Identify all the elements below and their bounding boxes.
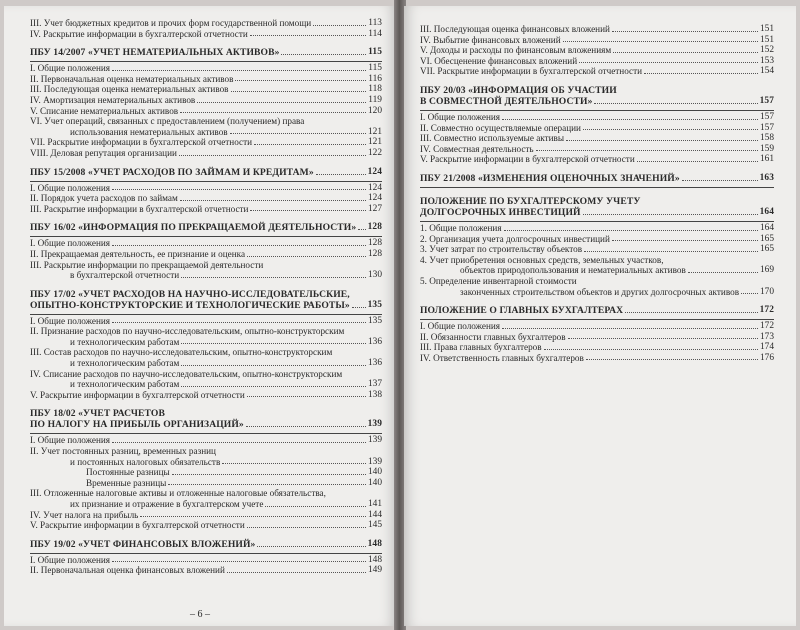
leader-dots [502, 119, 758, 120]
toc-entry-page: 127 [367, 203, 382, 214]
section-divider [30, 553, 382, 554]
leader-dots [112, 70, 366, 71]
toc-entry [30, 74, 382, 85]
toc-entry-page: 121 [367, 126, 382, 137]
section-heading [30, 300, 382, 311]
toc-entry-text: II. Совместно осуществляемые операции [420, 122, 581, 133]
toc-entry-text: I. Общие положения [30, 238, 111, 249]
toc-entry-page: 137 [367, 379, 382, 390]
toc-section [420, 196, 774, 297]
section-heading [30, 222, 382, 233]
toc-entry [30, 18, 382, 29]
toc-entry [420, 144, 774, 155]
leader-dots [579, 62, 758, 63]
section-page-number: 135 [367, 299, 382, 310]
leader-dots [741, 293, 758, 294]
leader-dots [112, 322, 366, 323]
leader-dots [625, 312, 758, 313]
toc-entry-text: IV. Совместная деятельность [420, 143, 534, 154]
toc-entry-page: 115 [368, 63, 382, 74]
toc-entry [420, 276, 774, 287]
section-heading-text: ПБУ 17/02 «УЧЕТ РАСХОДОВ НА НАУЧНО-ИССЛЕДОВАТЕЛЬСКИЕ, [30, 288, 350, 300]
toc-entry [30, 467, 382, 478]
toc-entry-page: 130 [367, 270, 382, 281]
toc-entry-page: 139 [367, 435, 382, 446]
leader-dots [250, 35, 366, 36]
toc-entry-text: и технологическим работам [70, 379, 180, 390]
toc-entry [420, 112, 774, 123]
leader-dots [583, 214, 758, 215]
leader-dots [172, 474, 366, 475]
leader-dots [313, 25, 366, 26]
leader-dots [197, 102, 366, 103]
toc-entry [30, 358, 382, 369]
toc-entry-text: VI. Обесценение финансовых вложений [420, 55, 578, 66]
toc-entry-text: и постоянных налоговых обязательств [70, 456, 221, 467]
leader-dots [583, 129, 758, 130]
toc-entry-page: 157 [759, 122, 774, 133]
toc-entry [420, 353, 774, 364]
toc-entry-text: V. Раскрытие информации в бухгалтерской отчетности [30, 520, 245, 531]
leader-dots [281, 54, 366, 55]
toc-entry-text: II. Обязанности главных бухгалтеров [420, 331, 566, 342]
section-heading [420, 207, 774, 218]
leader-dots [181, 386, 366, 387]
section-page-number: 124 [367, 166, 382, 177]
section-heading-text: ПБУ 19/02 «УЧЕТ ФИНАНСОВЫХ ВЛОЖЕНИЙ» [30, 538, 256, 550]
toc-entry [30, 183, 382, 194]
leader-dots [246, 426, 366, 427]
toc-entry-page: 169 [759, 265, 774, 276]
toc-entry [30, 116, 382, 127]
leader-dots [682, 180, 758, 181]
toc-entry [30, 555, 382, 566]
toc-entry-text: VII. Раскрытие информации в бухгалтерской отчетности [420, 66, 643, 77]
section-divider [420, 221, 774, 222]
toc-entry-text: 1. Общие положения [420, 222, 502, 233]
toc-entry-text: Постоянные разницы [86, 467, 170, 478]
leader-dots [568, 338, 758, 339]
toc-entry [30, 148, 382, 159]
section-page-number: 157 [759, 95, 774, 106]
toc-section [30, 18, 382, 39]
toc-entry-page: 152 [759, 45, 774, 56]
toc-entry-text: III. Последующая оценка нематериальных активов [30, 84, 229, 95]
leader-dots [612, 31, 758, 32]
section-divider [30, 433, 382, 434]
leader-dots [358, 229, 365, 230]
section-divider [420, 319, 774, 320]
toc-entry [30, 369, 382, 380]
left-toc [30, 18, 382, 576]
toc-entry-page: 140 [367, 467, 382, 478]
section-heading-text: ДОЛГОСРОЧНЫХ ИНВЕСТИЦИЙ [420, 206, 581, 218]
toc-entry [30, 84, 382, 95]
leader-dots [181, 365, 366, 366]
section-page-number: 164 [759, 206, 774, 217]
toc-entry-text: III. Отложенные налоговые активы и отложенные налоговые обязательства, [30, 488, 326, 499]
leader-dots [613, 52, 758, 53]
toc-entry [30, 488, 382, 499]
toc-entry-text: I. Общие положения [30, 315, 111, 326]
toc-entry-page: 136 [367, 336, 382, 347]
section-heading-text: ПБУ 20/03 «ИНФОРМАЦИЯ ОБ УЧАСТИИ [420, 84, 617, 96]
toc-entry [30, 446, 382, 457]
toc-entry-page: 165 [759, 233, 774, 244]
toc-entry-page: 138 [367, 389, 382, 400]
toc-entry-page: 149 [367, 565, 382, 576]
toc-entry-text: II. Учет постоянных разниц, временных разниц [30, 446, 216, 457]
toc-entry-text: I. Общие положения [30, 554, 111, 565]
toc-entry-page: 165 [759, 244, 774, 255]
toc-entry-text: III. Последующая оценка финансовых вложений [420, 24, 610, 34]
toc-entry-text: III. Раскрытие информации в бухгалтерской отчетности [30, 203, 249, 214]
toc-section [30, 167, 382, 215]
toc-entry-page: 128 [367, 238, 382, 249]
section-heading [30, 289, 382, 300]
section-heading [420, 173, 774, 184]
toc-entry-page: 118 [368, 84, 382, 95]
toc-entry-text: II. Первоначальная оценка финансовых вложений [30, 565, 225, 576]
toc-entry-text: 2. Организация учета долгосрочных инвестиций [420, 233, 610, 244]
right-page [404, 6, 796, 626]
toc-entry-text: II. Первоначальная оценка нематериальных активов [30, 73, 234, 84]
leader-dots [584, 251, 758, 252]
toc-entry [30, 260, 382, 271]
section-divider [420, 187, 774, 188]
toc-section [30, 539, 382, 576]
toc-entry-text: IV. Амортизация нематериальных активов [30, 94, 196, 105]
section-heading-text: ОПЫТНО-КОНСТРУКТОРСКИЕ И ТЕХНОЛОГИЧЕСКИЕ РАБОТЫ» [30, 299, 350, 311]
toc-entry-text: I. Общие положения [30, 435, 111, 446]
toc-entry [420, 35, 774, 46]
toc-entry-page: 145 [367, 520, 382, 531]
section-page-number: 163 [759, 172, 774, 183]
toc-entry [30, 63, 382, 74]
toc-entry-text: III. Раскрытие информации по прекращаемой деятельности [30, 259, 264, 270]
leader-dots [180, 112, 366, 113]
toc-entry-text: II. Прекращаемая деятельность, ее признание и оценка [30, 248, 246, 259]
toc-entry-text: I. Общие положения [30, 63, 111, 74]
toc-entry [30, 565, 382, 576]
toc-entry [420, 255, 774, 266]
leader-dots [227, 572, 366, 573]
toc-entry [420, 244, 774, 255]
toc-entry [420, 342, 774, 353]
leader-dots [168, 484, 366, 485]
toc-entry-text: IV. Учет налога на прибыль [30, 509, 139, 520]
toc-entry-page: 173 [759, 331, 774, 342]
toc-entry [420, 66, 774, 77]
toc-entry-text: V. Раскрытие информации в бухгалтерской отчетности [30, 389, 245, 400]
toc-entry-text: VI. Учет операций, связанных с предоставлением (получением) права [30, 116, 305, 127]
leader-dots [566, 140, 758, 141]
leader-dots [112, 245, 366, 246]
toc-entry [420, 133, 774, 144]
toc-entry [420, 287, 774, 298]
section-heading-text: ПБУ 21/2008 «ИЗМЕНЕНИЯ ОЦЕНОЧНЫХ ЗНАЧЕНИЙ» [420, 172, 680, 184]
toc-entry [420, 332, 774, 343]
toc-entry-page: 114 [368, 28, 382, 39]
toc-entry-page: 124 [367, 193, 382, 204]
toc-entry-page: 154 [759, 66, 774, 77]
leader-dots [247, 527, 366, 528]
toc-entry-page: 151 [759, 24, 774, 34]
toc-entry [30, 326, 382, 337]
section-heading [420, 85, 774, 96]
toc-entry-text: Временные разницы [86, 477, 167, 488]
section-heading-text: ПО НАЛОГУ НА ПРИБЫЛЬ ОРГАНИЗАЦИЙ» [30, 419, 244, 431]
leader-dots [231, 91, 367, 92]
toc-entry-page: 122 [367, 147, 382, 158]
toc-entry-page: 159 [759, 143, 774, 154]
section-heading [420, 305, 774, 316]
toc-entry-page: 116 [368, 73, 382, 84]
toc-entry-page: 153 [759, 55, 774, 66]
toc-entry-text: 5. Определение инвентарной стоимости [420, 275, 577, 286]
leader-dots [181, 343, 366, 344]
toc-entry [420, 321, 774, 332]
toc-section [30, 222, 382, 280]
right-toc [420, 24, 774, 363]
toc-entry-page: 141 [367, 499, 382, 509]
section-heading-text: ПБУ 16/02 «ИНФОРМАЦИЯ ПО ПРЕКРАЩАЕМОЙ ДЕЯТЕЛЬНОСТИ» [30, 222, 357, 234]
toc-entry-page: 148 [367, 554, 382, 565]
leader-dots [544, 349, 758, 350]
toc-entry [30, 457, 382, 468]
section-divider [30, 61, 382, 62]
leader-dots [536, 150, 758, 151]
leader-dots [594, 103, 757, 104]
section-heading [30, 419, 382, 430]
toc-entry-text: в бухгалтерской отчетности [70, 270, 180, 281]
section-page-number: 148 [367, 538, 382, 549]
section-heading [420, 96, 774, 107]
toc-section [420, 305, 774, 363]
leader-dots [612, 240, 758, 241]
leader-dots [179, 155, 366, 156]
toc-section [30, 408, 382, 530]
toc-entry [420, 223, 774, 234]
page-number: – 6 – [190, 609, 210, 620]
section-page-number: 128 [367, 222, 382, 233]
toc-entry-page: 119 [368, 94, 382, 105]
toc-entry [30, 499, 382, 510]
section-heading-text: ПБУ 15/2008 «УЧЕТ РАСХОДОВ ПО ЗАЙМАМ И КРЕДИТАМ» [30, 166, 314, 178]
toc-section [30, 289, 382, 401]
toc-entry-text: VII. Раскрытие информации в бухгалтерской отчетности [30, 137, 253, 148]
section-heading [30, 408, 382, 419]
toc-section [420, 85, 774, 165]
leader-dots [265, 506, 366, 507]
toc-entry-page: 121 [367, 137, 382, 148]
leader-dots [112, 189, 366, 190]
leader-dots [247, 396, 366, 397]
toc-entry-text: I. Общие положения [30, 182, 111, 193]
toc-entry [30, 270, 382, 281]
toc-section [420, 24, 774, 77]
leader-dots [235, 80, 366, 81]
toc-entry [420, 56, 774, 67]
toc-entry-page: 170 [759, 286, 774, 297]
left-page [4, 6, 396, 626]
section-divider [30, 236, 382, 237]
toc-entry-text: I. Общие положения [420, 111, 501, 122]
toc-entry-text: и технологическим работам [70, 336, 180, 347]
leader-dots [504, 230, 758, 231]
section-divider [30, 181, 382, 182]
section-divider [420, 110, 774, 111]
toc-entry-page: 136 [367, 358, 382, 369]
section-heading [30, 539, 382, 550]
toc-entry [30, 379, 382, 390]
toc-entry [30, 204, 382, 215]
section-page-number: 139 [367, 419, 382, 430]
toc-entry [30, 193, 382, 204]
toc-entry [420, 123, 774, 134]
leader-dots [230, 133, 366, 134]
toc-entry-page: 135 [367, 315, 382, 326]
toc-entry-text: II. Признание расходов по научно-исследовательским, опытно-конструкторским [30, 326, 345, 337]
leader-dots [352, 307, 366, 308]
toc-entry-page: 172 [759, 321, 774, 332]
leader-dots [688, 272, 758, 273]
toc-entry-page: 174 [759, 342, 774, 353]
leader-dots [637, 161, 758, 162]
leader-dots [222, 463, 366, 464]
toc-entry-text: и технологическим работам [70, 358, 180, 369]
toc-entry-text: III. Совместно используемые активы [420, 133, 565, 144]
toc-entry [30, 435, 382, 446]
leader-dots [247, 256, 366, 257]
toc-entry-page: 151 [759, 34, 774, 45]
leader-dots [644, 73, 758, 74]
toc-entry-text: III. Состав расходов по научно-исследовательским, опытно-конструкторским [30, 347, 333, 358]
toc-entry-text: объектов природопользования и нематериальных активов [460, 265, 686, 276]
toc-entry-text: II. Порядок учета расходов по займам [30, 193, 178, 204]
leader-dots [254, 144, 366, 145]
toc-entry [30, 316, 382, 327]
toc-entry-text: 3. Учет затрат по строительству объектов [420, 244, 583, 255]
toc-entry-text: V. Раскрытие информации в бухгалтерской отчетности [420, 154, 635, 165]
toc-entry-text: IV. Ответственность главных бухгалтеров [420, 352, 584, 363]
toc-entry [30, 106, 382, 117]
toc-entry-text: V. Списание нематериальных активов [30, 105, 179, 116]
toc-entry-page: 176 [759, 352, 774, 363]
toc-entry [420, 265, 774, 276]
toc-entry [30, 390, 382, 401]
toc-entry [420, 24, 774, 35]
leader-dots [181, 277, 366, 278]
toc-entry-page: 120 [367, 105, 382, 116]
toc-entry-text: 4. Учет приобретения основных средств, земельных участков, [420, 254, 664, 265]
leader-dots [586, 359, 758, 360]
toc-entry-page: 161 [759, 154, 774, 165]
leader-dots [112, 561, 366, 562]
toc-entry-page: 140 [367, 477, 382, 488]
toc-entry [30, 520, 382, 531]
toc-entry [30, 137, 382, 148]
toc-entry-text: I. Общие положения [420, 321, 501, 332]
section-heading-text: ПОЛОЖЕНИЕ ПО БУХГАЛТЕРСКОМУ УЧЕТУ [420, 195, 641, 207]
toc-section [30, 47, 382, 158]
toc-entry-text: использования нематериальных активов [70, 126, 228, 137]
section-heading-text: ПБУ 14/2007 «УЧЕТ НЕМАТЕРИАЛЬНЫХ АКТИВОВ» [30, 47, 280, 59]
toc-entry [420, 45, 774, 56]
toc-entry [30, 478, 382, 489]
toc-entry [30, 510, 382, 521]
toc-entry-page: 113 [368, 18, 382, 28]
toc-entry [30, 337, 382, 348]
toc-entry-text: V. Доходы и расходы по финансовым вложениям [420, 45, 612, 56]
leader-dots [112, 442, 366, 443]
leader-dots [502, 328, 758, 329]
section-heading [30, 167, 382, 178]
toc-entry [30, 238, 382, 249]
toc-entry-text: VIII. Деловая репутация организации [30, 147, 177, 158]
leader-dots [140, 516, 366, 517]
toc-entry-text: IV. Списание расходов по научно-исследовательским, опытно-конструкторским [30, 368, 343, 379]
leader-dots [250, 210, 365, 211]
toc-entry-page: 124 [367, 182, 382, 193]
section-heading-text: ПОЛОЖЕНИЕ О ГЛАВНЫХ БУХГАЛТЕРАХ [420, 305, 624, 317]
toc-entry [30, 29, 382, 40]
section-heading [420, 196, 774, 207]
section-heading-text: В СОВМЕСТНОЙ ДЕЯТЕЛЬНОСТИ» [420, 95, 593, 107]
toc-entry-page: 164 [759, 222, 774, 233]
toc-entry [30, 249, 382, 260]
toc-entry-page: 158 [759, 133, 774, 144]
toc-entry-text: их признание и отражение в бухгалтерском учете [70, 499, 264, 509]
toc-entry-text: III. Учет бюджетных кредитов и прочих форм государственной помощи [30, 18, 312, 28]
toc-entry-page: 157 [759, 111, 774, 122]
toc-entry [30, 127, 382, 138]
leader-dots [257, 546, 365, 547]
toc-entry [30, 347, 382, 358]
toc-section [420, 173, 774, 188]
toc-entry [420, 154, 774, 165]
toc-entry-page: 128 [367, 248, 382, 259]
leader-dots [180, 200, 366, 201]
toc-entry-text: III. Права главных бухгалтеров [420, 342, 542, 353]
toc-entry-text: законченных строительством объектов и других долгосрочных активов [460, 286, 740, 297]
section-heading [30, 47, 382, 58]
section-page-number: 172 [759, 305, 774, 316]
toc-entry [30, 95, 382, 106]
toc-entry-text: IV. Раскрытие информации в бухгалтерской отчетности [30, 28, 248, 39]
section-heading-text: ПБУ 18/02 «УЧЕТ РАСЧЕТОВ [30, 408, 165, 420]
toc-entry [420, 234, 774, 245]
leader-dots [563, 41, 758, 42]
toc-entry-text: IV. Выбытие финансовых вложений [420, 34, 561, 45]
section-divider [30, 314, 382, 315]
leader-dots [316, 174, 366, 175]
toc-entry-page: 144 [367, 509, 382, 520]
section-page-number: 115 [368, 47, 382, 58]
toc-entry-page: 139 [367, 456, 382, 467]
